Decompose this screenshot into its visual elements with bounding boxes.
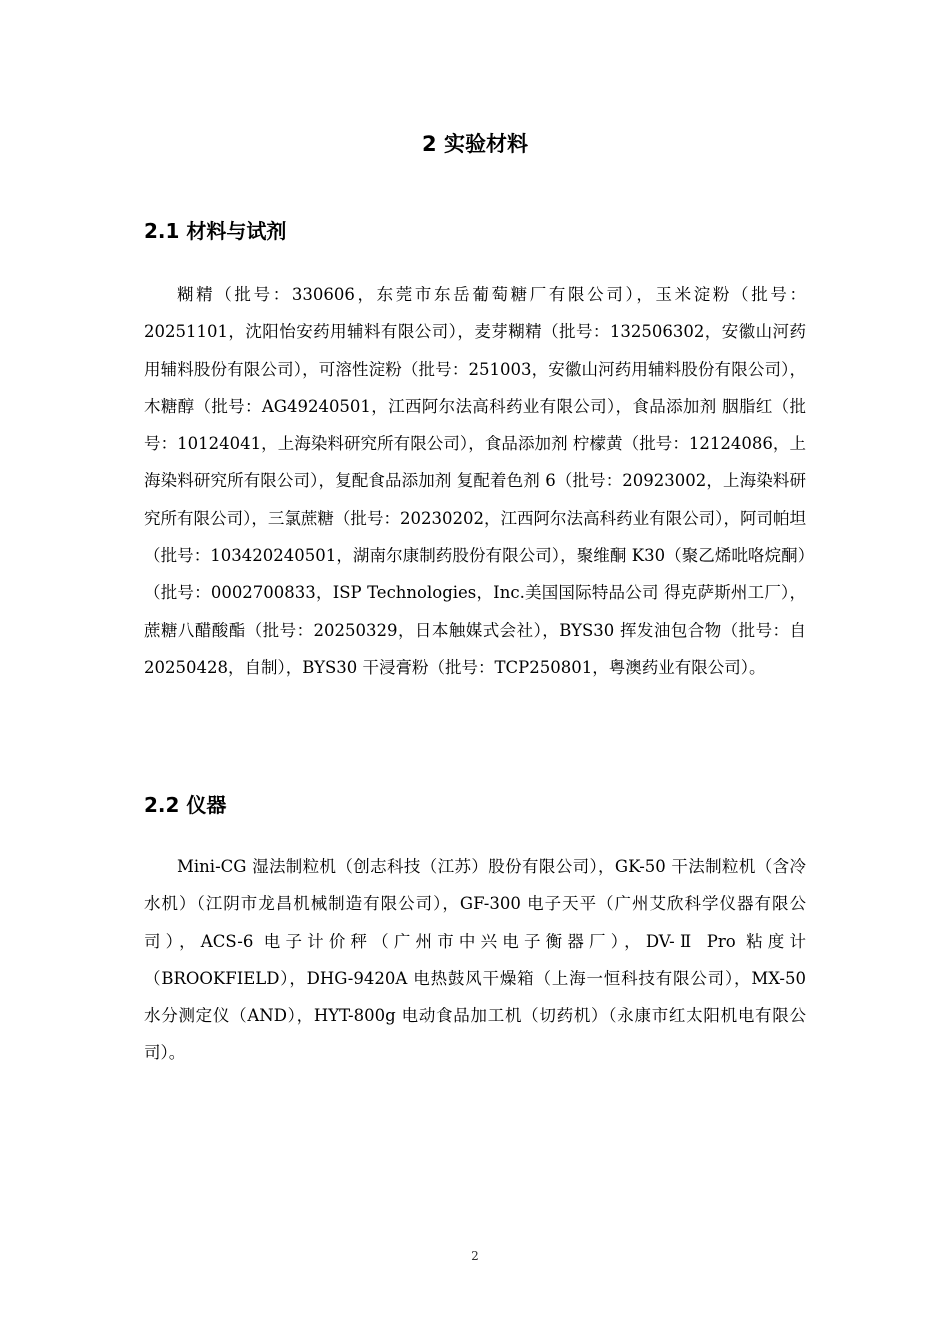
section-title-instruments: 2.2 仪器 [144, 793, 227, 817]
page-number: 2 [471, 1249, 479, 1263]
section-body-instruments: Mini-CG 湿法制粒机（创志科技（江苏）股份有限公司），GK-50 干法制粒机（含冷水机）（江阴市龙昌机械制造有限公司），GF-300 电子天平（广州艾欣科学仪器有限公司），ACS-6 电子计价秤（广州市中兴电子衡器厂），DV-Ⅱ Pro 粘度计（BROOKFIELD），DHG-9420A 电热鼓风干燥箱（上海一恒科技有限公司），MX-50 水分测定仪（AND），HYT-800g 电动食品加工机（切药机）（永康市红太阳机电有限公司）。 [144, 857, 806, 1063]
chapter-title: 2 实验材料 [422, 132, 528, 156]
section-title-materials-reagents: 2.1 材料与试剂 [144, 219, 287, 243]
section-body-materials-reagents: 糊精（批号：330606，东莞市东岳葡萄糖厂有限公司），玉米淀粉（批号：20251101，沈阳怡安药用辅料有限公司），麦芽糊精（批号：132506302，安徽山河药用辅料股份有限公司），可溶性淀粉（批号：251003，安徽山河药用辅料股份有限公司），木糖醇（批号：AG49240501，江西阿尔法高科药业有限公司），食品添加剂 胭脂红（批号：10124041，上海染料研究所有限公司），食品添加剂 柠檬黄（批号：12124086，上海染料研究所有限公司），复配食品添加剂 复配着色剂 6（批号：20923002，上海染料研究所有限公司），三氯蔗糖（批号：20230202，江西阿尔法高科药业有限公司），阿司帕坦（批号：103420240501，湖南尔康制药股份有限公司），聚维酮 K30（聚乙烯吡咯烷酮）（批号：0002700833，ISP Technologies，Inc.美国国际特品公司 得克萨斯州工厂），蔗糖八醋酸酯（批号：20250329，日本触媒式会社），BYS30 挥发油包合物（批号：自 20250428，自制），BYS30 干浸膏粉（批号：TCP250801，粤澳药业有限公司）。 [144, 285, 806, 677]
